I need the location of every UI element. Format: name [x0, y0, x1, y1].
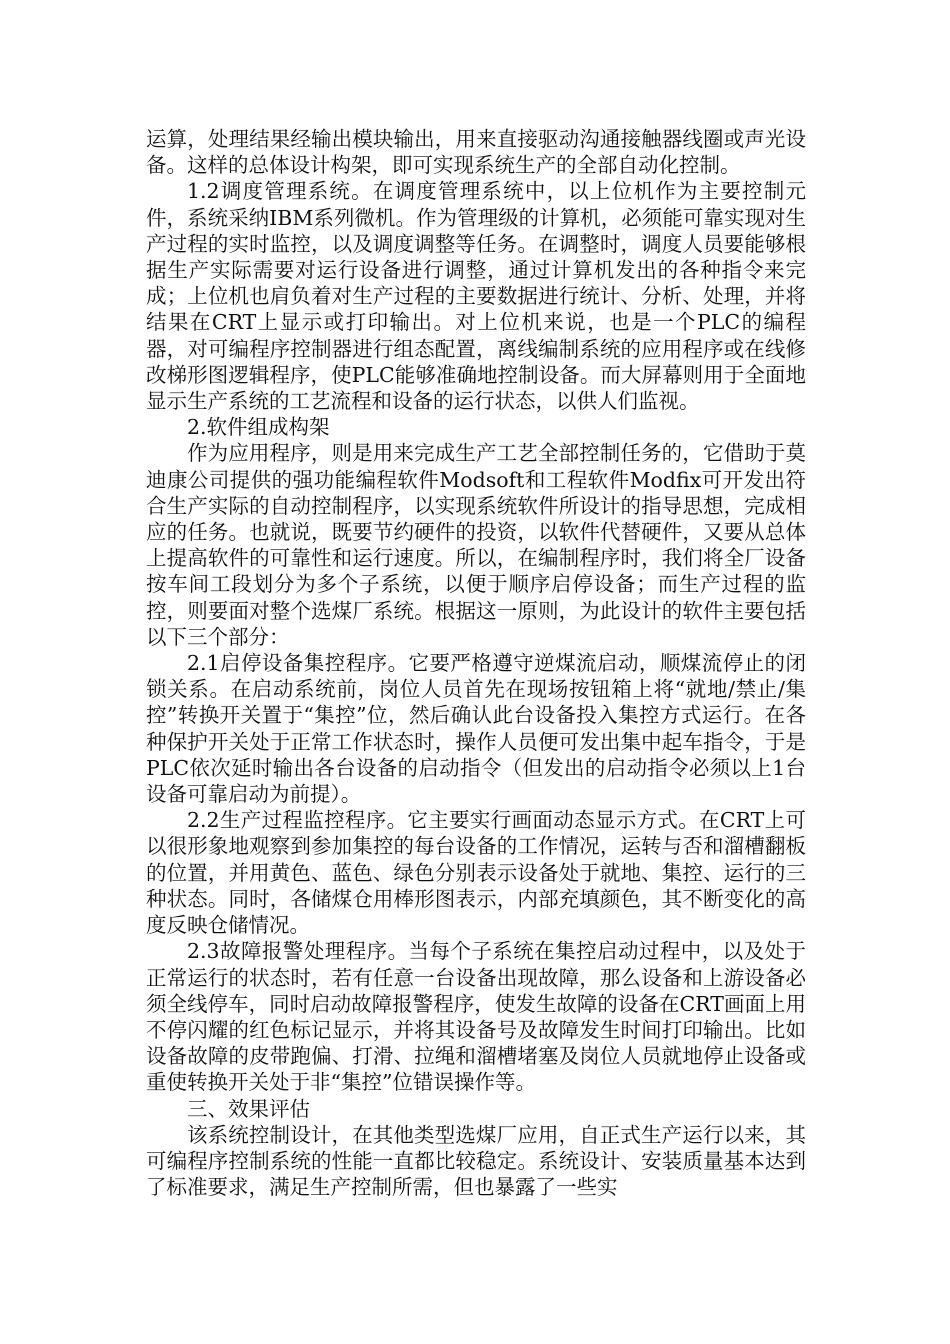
paragraph-dispatch-system: 1.2调度管理系统。在调度管理系统中，以上位机作为主要控制元件，系统采纳IBM系列微机。作为管理级的计算机，必须能可靠实现对生产过程的实时监控，以及调度调整等任务。在调整时，调度人员要能够根据生产实际需要对运行设备进行调整，通过计算机发出的各种指令来完成；上位机也肩负着对生产过程的主要数据进行统计、分析、处理，并将结果在CRT上显示或打印输出。对上位机来说，也是一个PLC的编程器，对可编程序控制器进行组态配置，离线编制系统的应用程序或在线修改梯形图逻辑程序，使PLC能够准确地控制设备。而大屏幕则用于全面地显示生产系统的工艺流程和设备的运行状态，以供人们监视。 — [146, 179, 806, 414]
paragraph-start-stop-program: 2.1启停设备集控程序。它要严格遵守逆煤流启动，顺煤流停止的闭锁关系。在启动系统前，岗位人员首先在现场按钮箱上将“就地/禁止/集控”转换开关置于“集控”位，然后确认此台设备投入集控方式运行。在各种保护开关处于正常工作状态时，操作人员便可发出集中起车指令，于是PLC依次延时输出各台设备的启动指令（但发出的启动指令必须以上1台设备可靠启动为前提）。 — [146, 651, 806, 807]
section-heading-evaluation: 三、效果评估 — [187, 1096, 310, 1121]
paragraph-monitoring-program: 2.2生产过程监控程序。它主要实行画面动态显示方式。在CRT上可以很形象地观察到参加集控的每台设备的工作情况，运转与否和溜槽翻板的位置，并用黄色、蓝色、绿色分别表示设备处于就地、集控、运行的三种状态。同时，各储煤仓用棒形图表示，内部充填颜色，其不断变化的高度反映仓储情况。 — [146, 808, 806, 938]
paragraph-evaluation: 该系统控制设计，在其他类型选煤厂应用，自正式生产运行以来，其可编程序控制系统的性能一直都比较稳定。系统设计、安装质量基本达到了标准要求，满足生产控制所需，但也暴露了一些实 — [146, 1122, 806, 1200]
section-heading-software: 2.软件组成构架 — [187, 415, 330, 440]
paragraph-fault-alarm-program: 2.3故障报警处理程序。当每个子系统在集控启动过程中，以及处于正常运行的状态时，若有任意一台设备出现故障，那么设备和上游设备必须全线停车，同时启动故障报警程序，使发生故障的设备在CRT画面上用不停闪耀的红色标记显示，并将其设备号及故障发生时间打印输出。比如设备故障的皮带跑偏、打滑、拉绳和溜槽堵塞及岗位人员就地停止设备或重使转换开关处于非“集控”位错误操作等。 — [146, 939, 806, 1095]
paragraph-intro-continuation: 运算，处理结果经输出模块输出，用来直接驱动沟通接触器线圈或声光设备。这样的总体设计构架，即可实现系统生产的全部自动化控制。 — [146, 127, 806, 178]
document-body — [146, 126, 806, 1200]
paragraph-software-overview: 作为应用程序，则是用来完成生产工艺全部控制任务的，它借助于莫迪康公司提供的强功能编程软件Modsoft和工程软件Modfix可开发出符合生产实际的自动控制程序，以实现系统软件所设计的指导思想，完成相应的任务。也就说，既要节约硬件的投资，以软件代替硬件，又要从总体上提高软件的可靠性和运行速度。所以，在编制程序时，我们将全厂设备按车间工段划分为多个子系统，以便于顺序启停设备；而生产过程的监控，则要面对整个选煤厂系统。根据这一原则，为此设计的软件主要包括以下三个部分： — [146, 441, 806, 649]
